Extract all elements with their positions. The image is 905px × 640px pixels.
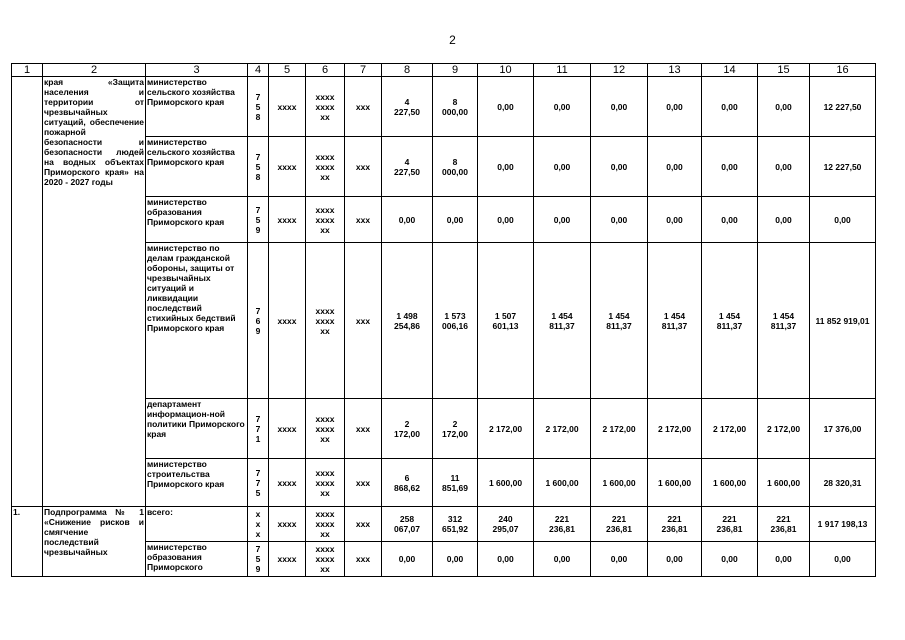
year-2020-cell: 6 868,62 (382, 459, 433, 507)
code-cell: xxxx xxxx xx (306, 459, 345, 507)
code-cell: xxx (345, 243, 382, 399)
code-cell: xxxx xxxx xx (306, 507, 345, 542)
year-2020-cell: 4 227,50 (382, 77, 433, 137)
code-cell: xxxx (269, 243, 306, 399)
program-title: края «Защита населения и территории от чрезвычайных ситуаций, обеспечение пожарной безопасности и безопасности людей на водных объектах Приморского края» на 2020 - 2027 годы (43, 77, 146, 507)
column-header: 7 (345, 64, 382, 77)
year-2027-cell: 0,00 (758, 137, 810, 197)
column-header: 16 (810, 64, 876, 77)
year-2027-cell: 2 172,00 (758, 399, 810, 459)
code-cell: xxxx xxxx xx (306, 137, 345, 197)
code-cell: xxx (345, 399, 382, 459)
header-row (12, 64, 876, 77)
year-2020-cell: 1 498 254,86 (382, 243, 433, 399)
total-cell: 0,00 (810, 542, 876, 577)
year-2025-cell: 0,00 (648, 137, 702, 197)
year-2022-cell: 0,00 (478, 197, 534, 243)
year-2022-cell: 0,00 (478, 542, 534, 577)
column-header: 1 (12, 64, 43, 77)
year-2026-cell: 0,00 (702, 197, 758, 243)
table-row (12, 77, 876, 137)
year-2024-cell: 2 172,00 (591, 399, 648, 459)
column-header: 3 (146, 64, 248, 77)
year-2021-cell: 312 651,92 (433, 507, 478, 542)
year-2021-cell: 0,00 (433, 542, 478, 577)
year-2024-cell: 0,00 (591, 197, 648, 243)
executor-cell: министерство образования Приморского края (146, 197, 248, 243)
code-cell: xxx (345, 507, 382, 542)
grbs-code-cell: 7 7 1 (248, 399, 269, 459)
year-2027-cell: 1 454 811,37 (758, 243, 810, 399)
year-2021-cell: 11 851,69 (433, 459, 478, 507)
year-2024-cell: 1 600,00 (591, 459, 648, 507)
year-2023-cell: 1 600,00 (534, 459, 591, 507)
column-header: 9 (433, 64, 478, 77)
column-header: 6 (306, 64, 345, 77)
year-2022-cell: 2 172,00 (478, 399, 534, 459)
executor-cell: всего: (146, 507, 248, 542)
total-cell: 0,00 (810, 197, 876, 243)
column-header: 11 (534, 64, 591, 77)
year-2025-cell: 2 172,00 (648, 399, 702, 459)
year-2027-cell: 0,00 (758, 197, 810, 243)
column-header: 10 (478, 64, 534, 77)
subprogram-title: Подпрограмма № 1 «Снижение рисков и смягчение последствий чрезвычайных (43, 507, 146, 577)
year-2024-cell: 1 454 811,37 (591, 243, 648, 399)
year-2023-cell: 0,00 (534, 77, 591, 137)
code-cell: xxxx (269, 137, 306, 197)
year-2026-cell: 2 172,00 (702, 399, 758, 459)
year-2023-cell: 0,00 (534, 137, 591, 197)
year-2024-cell: 221 236,81 (591, 507, 648, 542)
code-cell: xxx (345, 197, 382, 243)
grbs-code-cell: 7 5 8 (248, 137, 269, 197)
code-cell: xxxx xxxx xx (306, 542, 345, 577)
year-2025-cell: 0,00 (648, 542, 702, 577)
year-2020-cell: 0,00 (382, 197, 433, 243)
year-2025-cell: 0,00 (648, 77, 702, 137)
executor-cell: министерство образования Приморского (146, 542, 248, 577)
year-2024-cell: 0,00 (591, 137, 648, 197)
year-2023-cell: 221 236,81 (534, 507, 591, 542)
grbs-code-cell: 7 7 5 (248, 459, 269, 507)
grbs-code-cell: 7 5 8 (248, 77, 269, 137)
code-cell: xxx (345, 459, 382, 507)
year-2021-cell: 2 172,00 (433, 399, 478, 459)
year-2026-cell: 0,00 (702, 137, 758, 197)
code-cell: xxx (345, 77, 382, 137)
code-cell: xxxx xxxx xx (306, 399, 345, 459)
year-2023-cell: 1 454 811,37 (534, 243, 591, 399)
year-2024-cell: 0,00 (591, 542, 648, 577)
year-2021-cell: 8 000,00 (433, 77, 478, 137)
year-2022-cell: 240 295,07 (478, 507, 534, 542)
executor-cell: министерство по делам гражданской обороны, защиты от чрезвычайных ситуаций и ликвидации последствий стихийных бедствий Приморского края (146, 243, 248, 399)
year-2023-cell: 2 172,00 (534, 399, 591, 459)
code-cell: xxxx (269, 77, 306, 137)
total-cell: 28 320,31 (810, 459, 876, 507)
year-2026-cell: 1 600,00 (702, 459, 758, 507)
total-cell: 12 227,50 (810, 77, 876, 137)
column-header: 13 (648, 64, 702, 77)
budget-table (11, 63, 876, 577)
code-cell: xxxx xxxx xx (306, 197, 345, 243)
year-2022-cell: 1 600,00 (478, 459, 534, 507)
total-cell: 11 852 919,01 (810, 243, 876, 399)
year-2025-cell: 1 600,00 (648, 459, 702, 507)
year-2026-cell: 0,00 (702, 542, 758, 577)
total-cell: 17 376,00 (810, 399, 876, 459)
column-header: 15 (758, 64, 810, 77)
grbs-code-cell: 7 6 9 (248, 243, 269, 399)
year-2020-cell: 4 227,50 (382, 137, 433, 197)
year-2023-cell: 0,00 (534, 542, 591, 577)
grbs-code-cell: 7 5 9 (248, 542, 269, 577)
code-cell: xxxx (269, 197, 306, 243)
column-header: 2 (43, 64, 146, 77)
total-cell: 1 917 198,13 (810, 507, 876, 542)
column-header: 8 (382, 64, 433, 77)
code-cell: xxxx (269, 399, 306, 459)
executor-cell: министерство строительства Приморского края (146, 459, 248, 507)
year-2026-cell: 221 236,81 (702, 507, 758, 542)
page-number: 2 (449, 33, 456, 47)
year-2027-cell: 221 236,81 (758, 507, 810, 542)
year-2022-cell: 1 507 601,13 (478, 243, 534, 399)
page-bottom-margin (0, 582, 905, 640)
executor-cell: департамент информацион-ной политики Приморского края (146, 399, 248, 459)
grbs-code-cell: 7 5 9 (248, 197, 269, 243)
year-2025-cell: 0,00 (648, 197, 702, 243)
table-row (12, 507, 876, 542)
subprogram-number: 1. (12, 507, 43, 577)
year-2025-cell: 221 236,81 (648, 507, 702, 542)
executor-cell: министерство сельского хозяйства Приморского края (146, 77, 248, 137)
year-2021-cell: 1 573 006,16 (433, 243, 478, 399)
code-cell: xxxx (269, 459, 306, 507)
year-2027-cell: 0,00 (758, 542, 810, 577)
code-cell: xxxx xxxx xx (306, 243, 345, 399)
total-cell: 12 227,50 (810, 137, 876, 197)
year-2022-cell: 0,00 (478, 137, 534, 197)
year-2026-cell: 1 454 811,37 (702, 243, 758, 399)
column-header: 12 (591, 64, 648, 77)
year-2027-cell: 0,00 (758, 77, 810, 137)
grbs-code-cell: x x x (248, 507, 269, 542)
column-header: 5 (269, 64, 306, 77)
year-2020-cell: 258 067,07 (382, 507, 433, 542)
year-2024-cell: 0,00 (591, 77, 648, 137)
column-header: 4 (248, 64, 269, 77)
year-2026-cell: 0,00 (702, 77, 758, 137)
year-2021-cell: 0,00 (433, 197, 478, 243)
code-cell: xxxx (269, 507, 306, 542)
code-cell: xxx (345, 137, 382, 197)
year-2023-cell: 0,00 (534, 197, 591, 243)
year-2027-cell: 1 600,00 (758, 459, 810, 507)
program-number (12, 77, 43, 507)
year-2025-cell: 1 454 811,37 (648, 243, 702, 399)
code-cell: xxx (345, 542, 382, 577)
code-cell: xxxx xxxx xx (306, 77, 345, 137)
year-2021-cell: 8 000,00 (433, 137, 478, 197)
year-2020-cell: 0,00 (382, 542, 433, 577)
year-2022-cell: 0,00 (478, 77, 534, 137)
year-2020-cell: 2 172,00 (382, 399, 433, 459)
executor-cell: министерство сельского хозяйства Приморского края (146, 137, 248, 197)
column-header: 14 (702, 64, 758, 77)
code-cell: xxxx (269, 542, 306, 577)
